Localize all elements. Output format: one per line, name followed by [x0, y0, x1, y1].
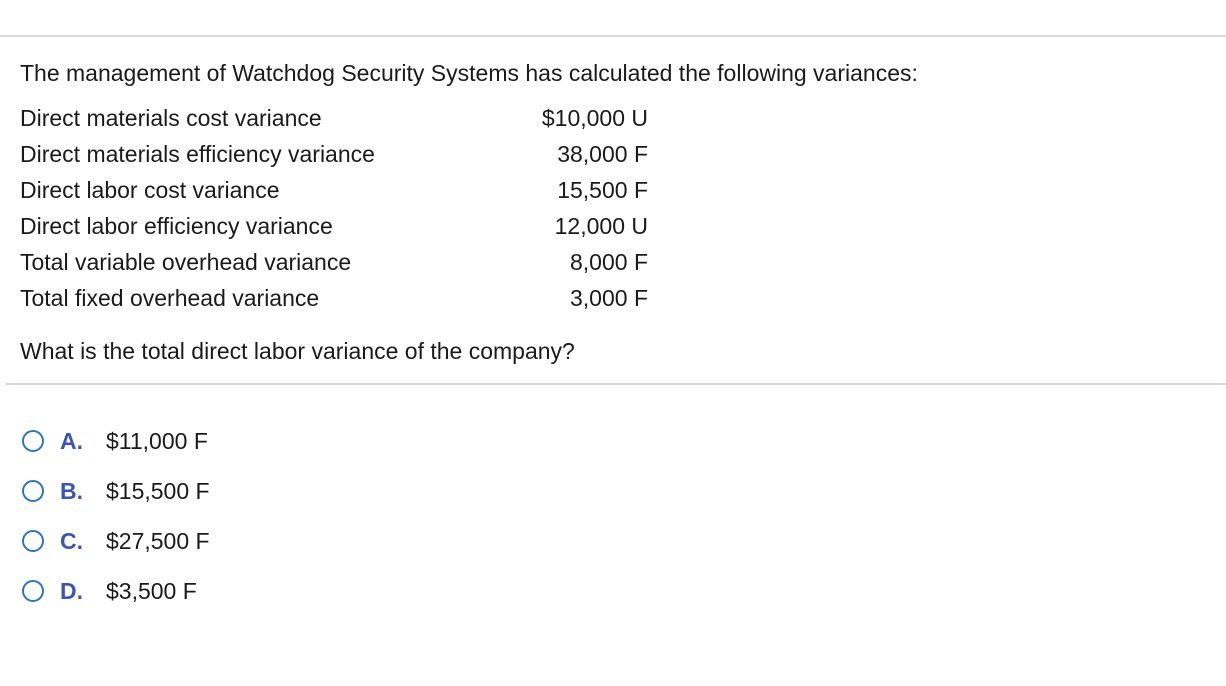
choice-letter: A. [60, 427, 83, 454]
radio-button-d[interactable] [22, 580, 44, 602]
variance-value: 38,000 F [557, 140, 648, 167]
radio-button-a[interactable] [22, 430, 44, 452]
variance-label: Total variable overhead variance [20, 248, 352, 275]
choice-text[interactable]: $11,000 F [106, 427, 208, 454]
choice-letter: B. [60, 477, 83, 504]
choice-letter: C. [60, 527, 83, 554]
variance-label: Direct labor efficiency variance [20, 212, 333, 239]
choice-letter: D. [60, 577, 83, 604]
variance-value: 3,000 F [570, 284, 648, 311]
answer-divider [5, 383, 1226, 385]
choice-a[interactable] [22, 416, 210, 466]
variance-label: Direct materials cost variance [20, 104, 322, 131]
choice-text[interactable]: $27,500 F [106, 527, 210, 554]
variance-label: Direct materials efficiency variance [20, 140, 375, 167]
table-row [20, 136, 648, 172]
table-row [20, 280, 648, 316]
table-row [20, 172, 648, 208]
variance-label: Direct labor cost variance [20, 176, 280, 203]
variance-value: 8,000 F [570, 248, 648, 275]
question-prompt: What is the total direct labor variance of the company? [20, 338, 575, 364]
table-row [20, 244, 648, 280]
answer-choices [22, 416, 210, 616]
question-intro: The management of Watchdog Security Systems has calculated the following variances: [20, 60, 918, 86]
variance-value: 12,000 U [554, 212, 648, 239]
variance-label: Total fixed overhead variance [20, 284, 320, 311]
choice-c[interactable] [22, 516, 210, 566]
radio-button-b[interactable] [22, 480, 44, 502]
choice-d[interactable] [22, 566, 210, 616]
choice-text[interactable]: $15,500 F [106, 477, 210, 504]
table-row [20, 100, 648, 136]
choice-text[interactable]: $3,500 F [106, 577, 197, 604]
variance-table [20, 100, 648, 316]
question-block [20, 58, 1200, 366]
choice-b[interactable] [22, 466, 210, 516]
top-divider [0, 35, 1226, 37]
radio-button-c[interactable] [22, 530, 44, 552]
variance-value: $10,000 U [541, 104, 648, 131]
table-row [20, 208, 648, 244]
variance-value: 15,500 F [557, 176, 648, 203]
